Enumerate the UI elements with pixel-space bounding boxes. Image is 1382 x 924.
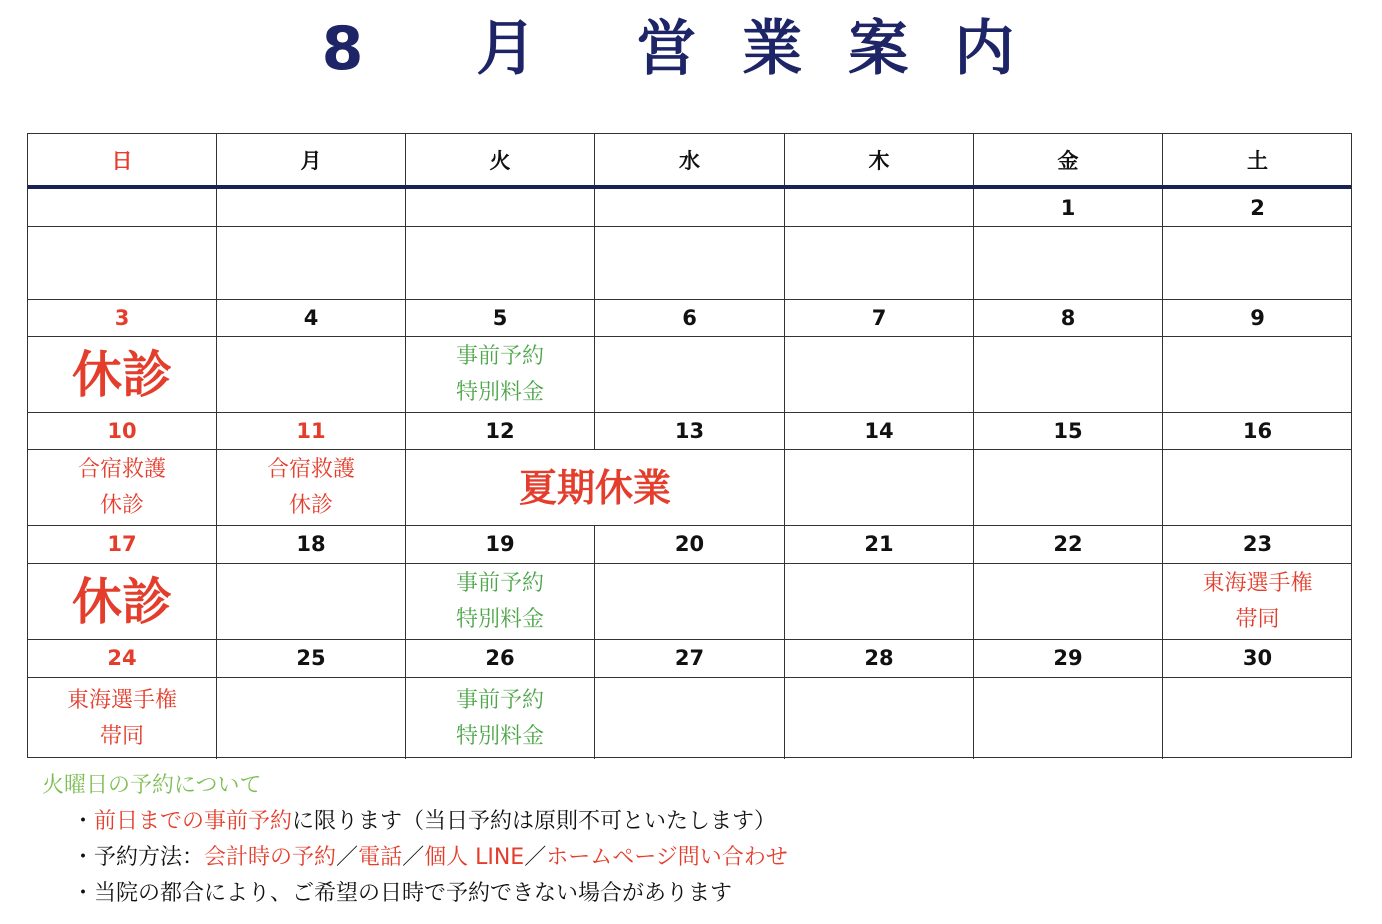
schedule-note: 東海選手権 xyxy=(1202,570,1313,596)
date-number: 6 xyxy=(682,305,697,330)
footer-line-1 xyxy=(42,804,1362,840)
date-cell xyxy=(217,639,406,677)
date-cell xyxy=(595,639,785,677)
title-month: 8 月 xyxy=(321,14,583,84)
date-cell xyxy=(28,412,217,449)
date-number: 26 xyxy=(485,646,515,670)
note-cell xyxy=(217,227,406,299)
date-cell xyxy=(406,299,595,336)
calendar xyxy=(27,133,1352,758)
schedule-note: 休診 xyxy=(72,345,172,404)
date-cell xyxy=(595,299,785,336)
date-number: 15 xyxy=(1053,418,1083,443)
note-cell xyxy=(974,678,1163,759)
footer-heading: 火曜日の予約について xyxy=(42,773,262,798)
date-number: 18 xyxy=(296,532,326,556)
bullet: ・ xyxy=(72,881,95,906)
note-cell xyxy=(406,678,595,759)
weekday-header-cell xyxy=(785,134,974,185)
date-cell xyxy=(785,299,974,336)
weekday-label: 月 xyxy=(300,148,322,173)
note-cell xyxy=(1163,227,1352,299)
date-number: 30 xyxy=(1242,646,1273,670)
date-number: 11 xyxy=(296,418,326,443)
date-number: 22 xyxy=(1053,532,1083,556)
separator: ／ xyxy=(524,845,547,870)
date-cell xyxy=(974,525,1163,563)
date-number: 10 xyxy=(107,418,137,443)
note-cell xyxy=(974,564,1163,639)
schedule-note: 休診 xyxy=(288,492,333,518)
date-number: 3 xyxy=(114,305,130,330)
method-homepage: ホームページ問い合わせ xyxy=(546,845,788,870)
footer-label: 予約方法： xyxy=(94,845,205,870)
footer-emphasis: 前日までの事前予約 xyxy=(94,809,293,834)
date-cell xyxy=(595,189,785,226)
date-cell xyxy=(406,525,595,563)
date-cell xyxy=(785,639,974,677)
schedule-note: 休診 xyxy=(99,492,144,518)
date-number: 7 xyxy=(871,305,887,330)
schedule-note: 特別料金 xyxy=(455,606,544,632)
date-number: 14 xyxy=(864,418,894,443)
schedule-note: 帯同 xyxy=(99,723,144,749)
date-number: 9 xyxy=(1250,305,1265,330)
note-cell xyxy=(406,337,595,412)
date-cell xyxy=(595,525,785,563)
weekday-label: 火 xyxy=(489,148,511,173)
weekday-header-cell xyxy=(595,134,785,185)
date-cell xyxy=(785,189,974,226)
schedule-note: 事前予約 xyxy=(455,343,544,369)
schedule-note: 東海選手権 xyxy=(66,687,177,713)
date-cell xyxy=(217,299,406,336)
schedule-note: 特別料金 xyxy=(455,379,544,405)
weekday-header-cell xyxy=(406,134,595,185)
date-number: 4 xyxy=(303,305,319,330)
note-cell xyxy=(1163,678,1352,759)
footer-text: 当院の都合により、ご希望の日時で予約できない場合があります xyxy=(94,881,733,906)
note-cell xyxy=(595,678,785,759)
separator: ／ xyxy=(402,845,425,870)
note-cell xyxy=(28,678,217,759)
date-number: 29 xyxy=(1053,646,1083,670)
footer-notes xyxy=(42,768,1362,912)
note-cell xyxy=(28,227,217,299)
date-number: 19 xyxy=(485,532,515,556)
date-number: 13 xyxy=(674,418,705,443)
weekday-label: 日 xyxy=(111,148,133,173)
date-number: 8 xyxy=(1060,305,1076,330)
weekday-header-cell xyxy=(1163,134,1352,185)
note-cell xyxy=(974,450,1163,525)
weekday-label: 金 xyxy=(1057,148,1079,173)
weekday-header-cell xyxy=(974,134,1163,185)
date-cell xyxy=(1163,412,1352,449)
weekday-label: 木 xyxy=(868,148,890,173)
page-title xyxy=(0,4,1382,94)
note-cell xyxy=(406,450,785,525)
note-cell xyxy=(28,337,217,412)
method-line: 個人 LINE xyxy=(424,845,525,870)
note-cell xyxy=(28,564,217,639)
date-cell xyxy=(974,412,1163,449)
method-accounting: 会計時の予約 xyxy=(204,845,337,870)
date-cell xyxy=(974,299,1163,336)
note-cell xyxy=(217,337,406,412)
schedule-note: 特別料金 xyxy=(455,723,544,749)
date-cell xyxy=(406,639,595,677)
note-cell xyxy=(406,227,595,299)
date-number: 28 xyxy=(864,646,894,670)
note-cell xyxy=(785,227,974,299)
date-number: 20 xyxy=(674,532,705,556)
weekday-header xyxy=(28,134,1351,189)
weekday-label: 土 xyxy=(1247,148,1268,173)
note-cell xyxy=(785,678,974,759)
weekday-header-cell xyxy=(217,134,406,185)
date-cell xyxy=(217,525,406,563)
note-cell xyxy=(1163,564,1352,639)
date-number: 2 xyxy=(1250,195,1265,220)
footer-text: に限ります（当日予約は原則不可といたします） xyxy=(292,809,777,834)
date-cell xyxy=(595,412,785,449)
note-cell xyxy=(785,337,974,412)
schedule-note: 事前予約 xyxy=(455,570,544,596)
date-cell xyxy=(1163,189,1352,226)
date-cell xyxy=(28,189,217,226)
note-cell xyxy=(595,564,785,639)
note-cell xyxy=(28,450,217,525)
note-cell xyxy=(785,450,974,525)
date-cell xyxy=(406,412,595,449)
date-number: 25 xyxy=(296,646,326,670)
footer-line-2 xyxy=(42,840,1362,876)
weekday-header-cell xyxy=(28,134,217,185)
date-cell xyxy=(217,189,406,226)
note-cell xyxy=(217,450,406,525)
note-cell xyxy=(217,678,406,759)
date-number: 17 xyxy=(107,532,137,556)
schedule-note: 事前予約 xyxy=(455,687,544,713)
date-cell xyxy=(1163,299,1352,336)
note-cell xyxy=(217,564,406,639)
date-cell xyxy=(785,525,974,563)
note-cell xyxy=(974,227,1163,299)
note-cell xyxy=(1163,337,1352,412)
title-text: 営業案内 xyxy=(636,14,1061,84)
note-cell xyxy=(785,564,974,639)
note-cell xyxy=(595,337,785,412)
date-number: 21 xyxy=(864,532,894,556)
date-number: 12 xyxy=(485,418,515,443)
date-number: 16 xyxy=(1242,418,1273,443)
date-number: 1 xyxy=(1060,195,1076,220)
date-cell xyxy=(785,412,974,449)
note-cell xyxy=(406,564,595,639)
date-number: 5 xyxy=(492,305,508,330)
schedule-note: 夏期休業 xyxy=(518,465,671,510)
schedule-note: 休診 xyxy=(72,572,172,631)
note-cell xyxy=(1163,450,1352,525)
date-cell xyxy=(1163,639,1352,677)
note-cell xyxy=(974,337,1163,412)
weekday-label: 水 xyxy=(679,148,700,173)
method-phone: 電話 xyxy=(358,845,403,870)
schedule-note: 合宿救護 xyxy=(77,456,166,482)
date-cell xyxy=(28,639,217,677)
separator: ／ xyxy=(336,845,359,870)
date-number: 23 xyxy=(1242,532,1273,556)
footer-line-3 xyxy=(42,876,1362,912)
schedule-note: 帯同 xyxy=(1235,606,1280,632)
date-number: 27 xyxy=(674,646,705,670)
note-cell xyxy=(595,227,785,299)
date-cell xyxy=(28,525,217,563)
date-cell xyxy=(1163,525,1352,563)
date-cell xyxy=(217,412,406,449)
bullet: ・ xyxy=(72,845,95,870)
date-cell xyxy=(974,189,1163,226)
bullet: ・ xyxy=(72,809,95,834)
date-cell xyxy=(974,639,1163,677)
date-cell xyxy=(28,299,217,336)
date-number: 24 xyxy=(107,646,137,670)
date-cell xyxy=(406,189,595,226)
schedule-note: 合宿救護 xyxy=(266,456,355,482)
